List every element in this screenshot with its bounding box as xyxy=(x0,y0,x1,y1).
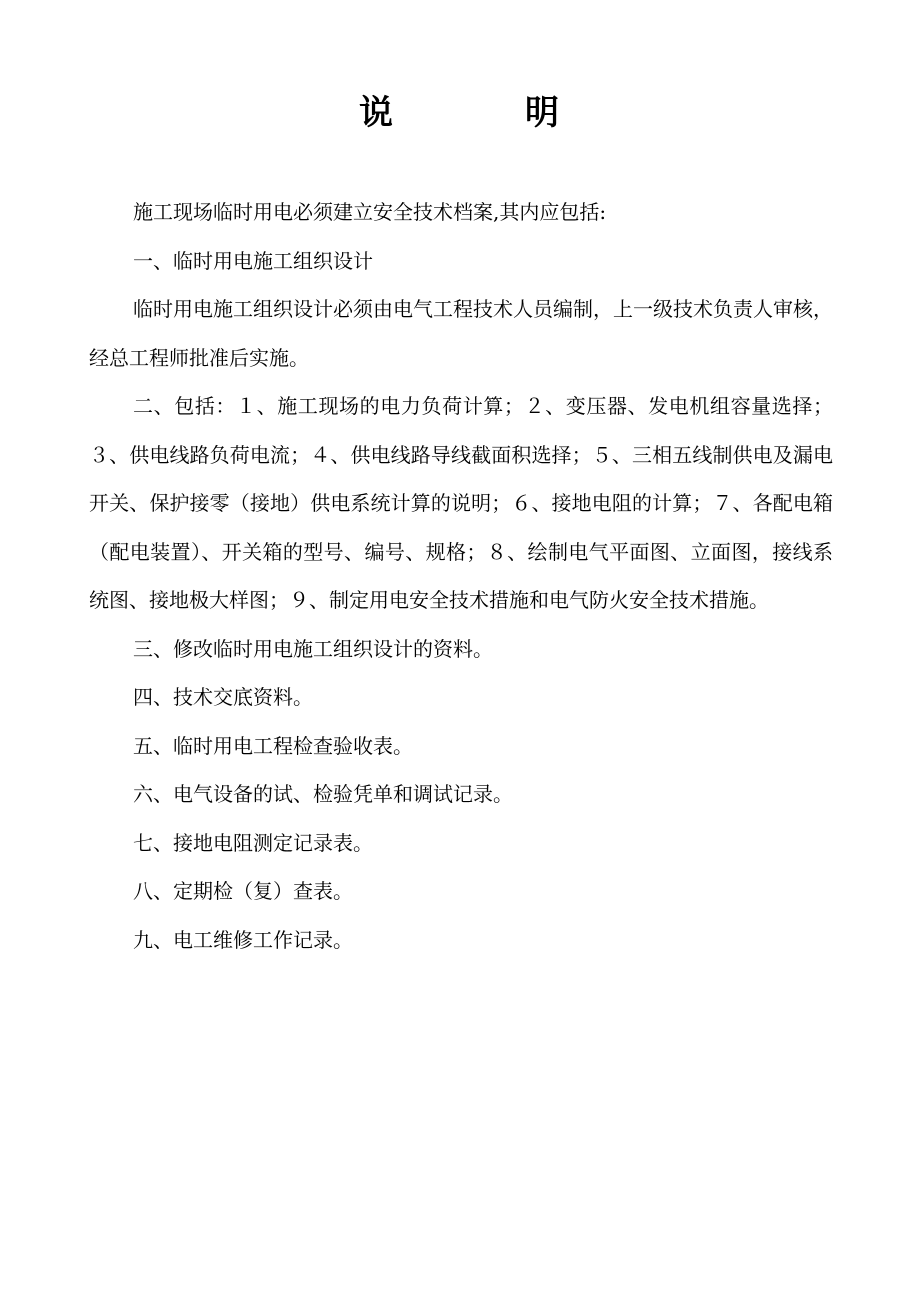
item-2-paragraph: 二、包括：１、施工现场的电力负荷计算；２、变压器、发电机组容量选择；３、供电线路负荷电流；４、供电线路导线截面积选择；５、三相五线制供电及漏电开关、保护接零（接地）供电系统计算的说明；６、接地电阻的计算；７、各配电箱（配电装置）、开关箱的型号、编号、规格；８、绘制电气平面图、立面图，接线系统图、接地极大样图；９、制定用电安全技术措施和电气防火安全技术措施。 xyxy=(89,394,833,612)
intro-paragraph: 施工现场临时用电必须建立安全技术档案,其内应包括: xyxy=(133,200,607,224)
title-char-left: 说 xyxy=(359,93,395,133)
item-1-heading: 一、临时用电施工组织设计 xyxy=(133,248,373,273)
page-title xyxy=(0,88,920,138)
item-8-paragraph: 八、定期检（复）查表。 xyxy=(133,879,353,903)
item-1-body: 临时用电施工组织设计必须由电气工程技术人员编制，上一级技术负责人审核，经总工程师批准后实施。 xyxy=(89,297,833,370)
item-7-paragraph: 七、接地电阻测定记录表。 xyxy=(133,830,373,855)
title-char-right: 明 xyxy=(525,93,561,133)
item-6-paragraph: 六、电气设备的试、检验凭单和调试记录。 xyxy=(133,782,513,806)
item-9-paragraph: 九、电工维修工作记录。 xyxy=(133,927,353,952)
item-5-paragraph: 五、临时用电工程检查验收表。 xyxy=(133,733,413,758)
item-3-paragraph: 三、修改临时用电施工组织设计的资料。 xyxy=(133,636,493,661)
document-body xyxy=(89,188,833,964)
item-4-paragraph: 四、技术交底资料。 xyxy=(133,685,313,709)
